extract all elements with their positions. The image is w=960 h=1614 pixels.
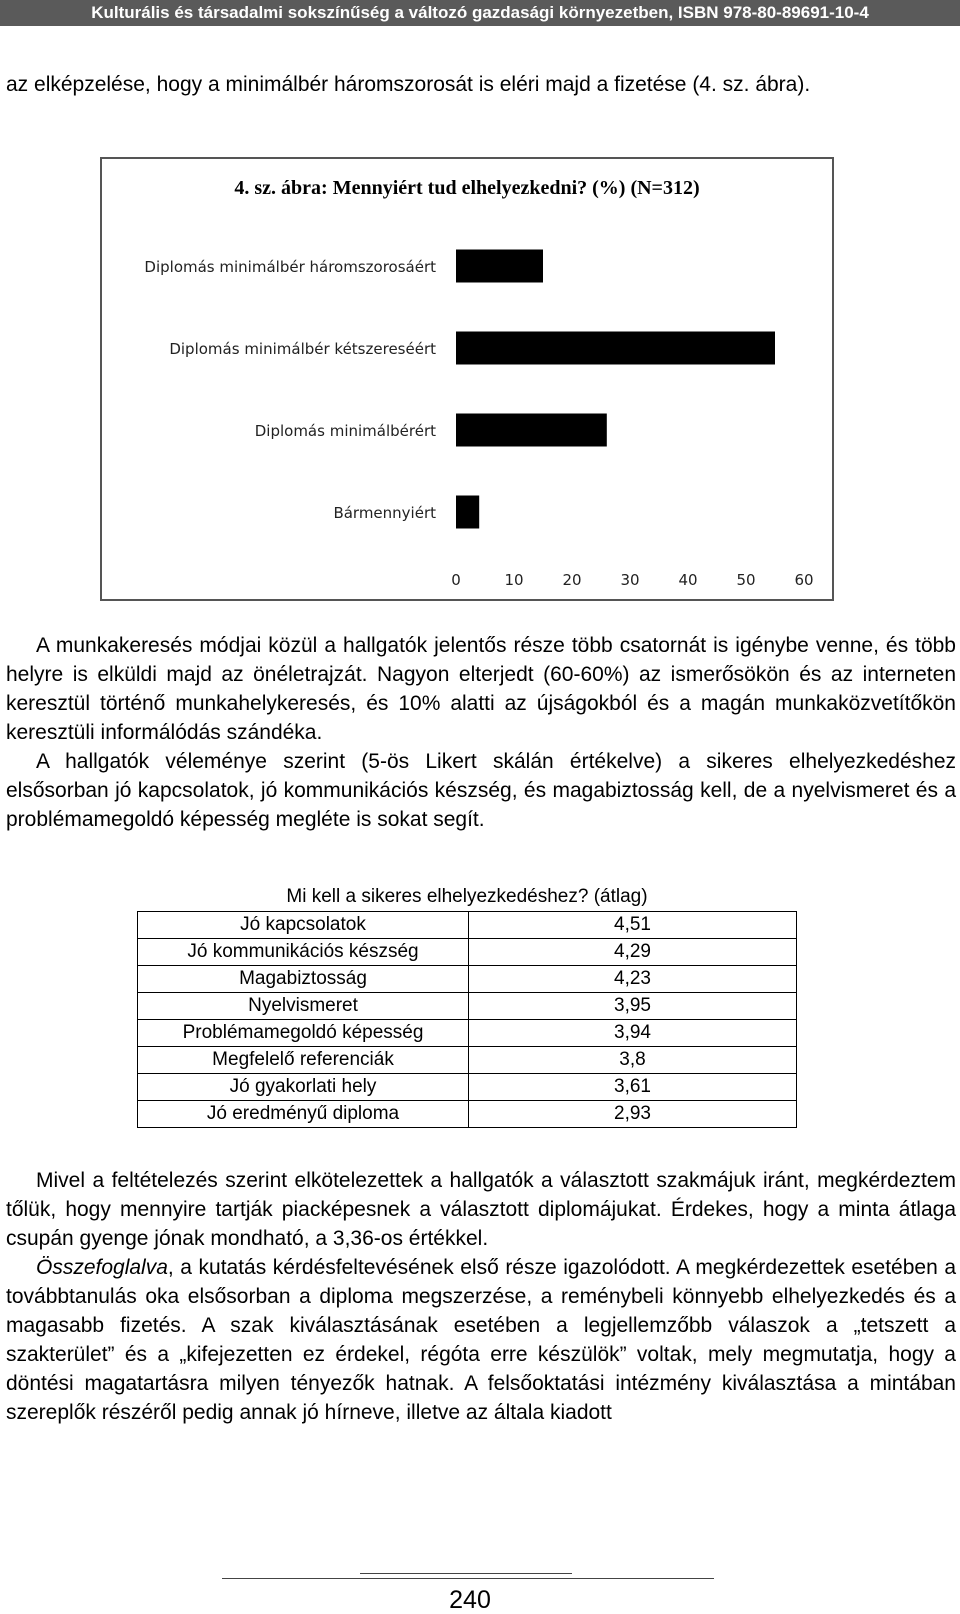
paragraph-job-search-text: A munkakeresés módjai közül a hallgatók jelentős része több csatornát is igénybe venne, és több helyre is elküldi majd az önéletrajzát. Nagyon elterjedt (60-60%) az ismerősökön és az interneten keresztül történő munkahelykeresés, és 10% alatti az újságokból és a magán munkaközvetítőkön keresztüli informálódás szándéka. xyxy=(6,634,956,744)
table-caption: Mi kell a sikeres elhelyezkedéshez? (átlag) xyxy=(286,886,648,907)
table-row xyxy=(138,1101,797,1128)
footer-rule-short xyxy=(360,1573,572,1574)
summary-lead: Összefoglalva xyxy=(36,1256,168,1279)
row-label: Jó kommunikációs készség xyxy=(138,939,469,966)
paragraph-job-search xyxy=(6,631,956,747)
category-label: Diplomás minimálbér kétszereséért xyxy=(169,340,436,358)
page-number: 240 xyxy=(449,1586,491,1614)
paragraph-marketability xyxy=(6,1166,956,1253)
row-label: Nyelvismeret xyxy=(138,993,469,1020)
category-label: Diplomás minimálbér háromszorosáért xyxy=(144,258,436,276)
paragraph-success-factors-text: A hallgatók véleménye szerint (5-ös Likert skálán értékelve) a sikeres elhelyezkedéshez elsősorban jó kapcsolatok, jó kommunikációs készség, és magabiztosság kell, de a nyelvismeret és a problémamegoldó képesség megléte is sokat segít. xyxy=(6,750,956,831)
table-row xyxy=(138,939,797,966)
row-label: Jó gyakorlati hely xyxy=(138,1074,469,1101)
paragraph-success-factors xyxy=(6,747,956,834)
bar xyxy=(456,332,775,365)
paragraph-summary xyxy=(6,1253,956,1427)
success-factors-table xyxy=(137,911,797,1128)
row-label: Problémamegoldó képesség xyxy=(138,1020,469,1047)
row-value: 4,23 xyxy=(469,966,797,993)
figure-4-chart xyxy=(100,157,834,601)
table-row xyxy=(138,1020,797,1047)
x-tick-label: 0 xyxy=(451,571,461,589)
table-row xyxy=(138,1074,797,1101)
category-label: Bármennyiért xyxy=(333,504,436,522)
row-label: Magabiztosság xyxy=(138,966,469,993)
x-tick-label: 20 xyxy=(562,571,582,589)
intro-paragraph: az elképzelése, hogy a minimálbér háromszorosát is eléri majd a fizetése (4. sz. ábra). xyxy=(6,73,811,96)
table-row xyxy=(138,912,797,939)
x-tick-label: 40 xyxy=(678,571,698,589)
row-label: Jó kapcsolatok xyxy=(138,912,469,939)
category-label: Diplomás minimálbérért xyxy=(254,422,436,440)
x-tick-label: 30 xyxy=(620,571,640,589)
row-label: Megfelelő referenciák xyxy=(138,1047,469,1074)
bar xyxy=(456,496,479,529)
row-value: 3,94 xyxy=(469,1020,797,1047)
table-row xyxy=(138,966,797,993)
running-header: Kulturális és társadalmi sokszínűség a változó gazdasági környezetben, ISBN 978-80-89691-10-4 xyxy=(0,0,960,26)
row-value: 4,29 xyxy=(469,939,797,966)
table-row xyxy=(138,993,797,1020)
summary-text: , a kutatás kérdésfeltevésének első része igazolódott. A megkérdezettek esetében a továbbtanulás oka elsősorban a diploma megszerzése, a reménybeli könnyebb elhelyezkedés és a magasabb fizetés. A szak kiválasztásának esetében a legjellemzőbb válaszok a „tetszett a szakterület” és a „kifejezetten ez érdekel, régóta erre készülök” voltak, mely megmutatja, hogy a döntési magatartásra milyen tényezők hatnak. A felsőoktatási intézmény kiválasztása a mintában szereplők részéről pedig annak jó hírneve, illetve az általa kiadott xyxy=(6,1256,956,1424)
x-tick-label: 10 xyxy=(504,571,524,589)
table-row xyxy=(138,1047,797,1074)
paragraph-marketability-text: Mivel a feltételezés szerint elkötelezettek a hallgatók a választott szakmájuk iránt, megkérdeztem tőlük, hogy mennyire tartják piacképesnek a választott diplomájukat. Érdekes, hogy a minta átlaga csupán gyenge jónak mondható, a 3,36-os értékkel. xyxy=(6,1169,956,1250)
x-tick-label: 60 xyxy=(794,571,814,589)
bar xyxy=(456,250,543,283)
chart-title: 4. sz. ábra: Mennyiért tud elhelyezkedni? (%) (N=312) xyxy=(234,177,700,199)
x-tick-label: 50 xyxy=(736,571,756,589)
row-label: Jó eredményű diploma xyxy=(138,1101,469,1128)
row-value: 4,51 xyxy=(469,912,797,939)
row-value: 2,93 xyxy=(469,1101,797,1128)
bar xyxy=(456,414,607,447)
row-value: 3,61 xyxy=(469,1074,797,1101)
bar-chart xyxy=(102,159,832,599)
footer-rule xyxy=(222,1578,714,1579)
row-value: 3,95 xyxy=(469,993,797,1020)
row-value: 3,8 xyxy=(469,1047,797,1074)
